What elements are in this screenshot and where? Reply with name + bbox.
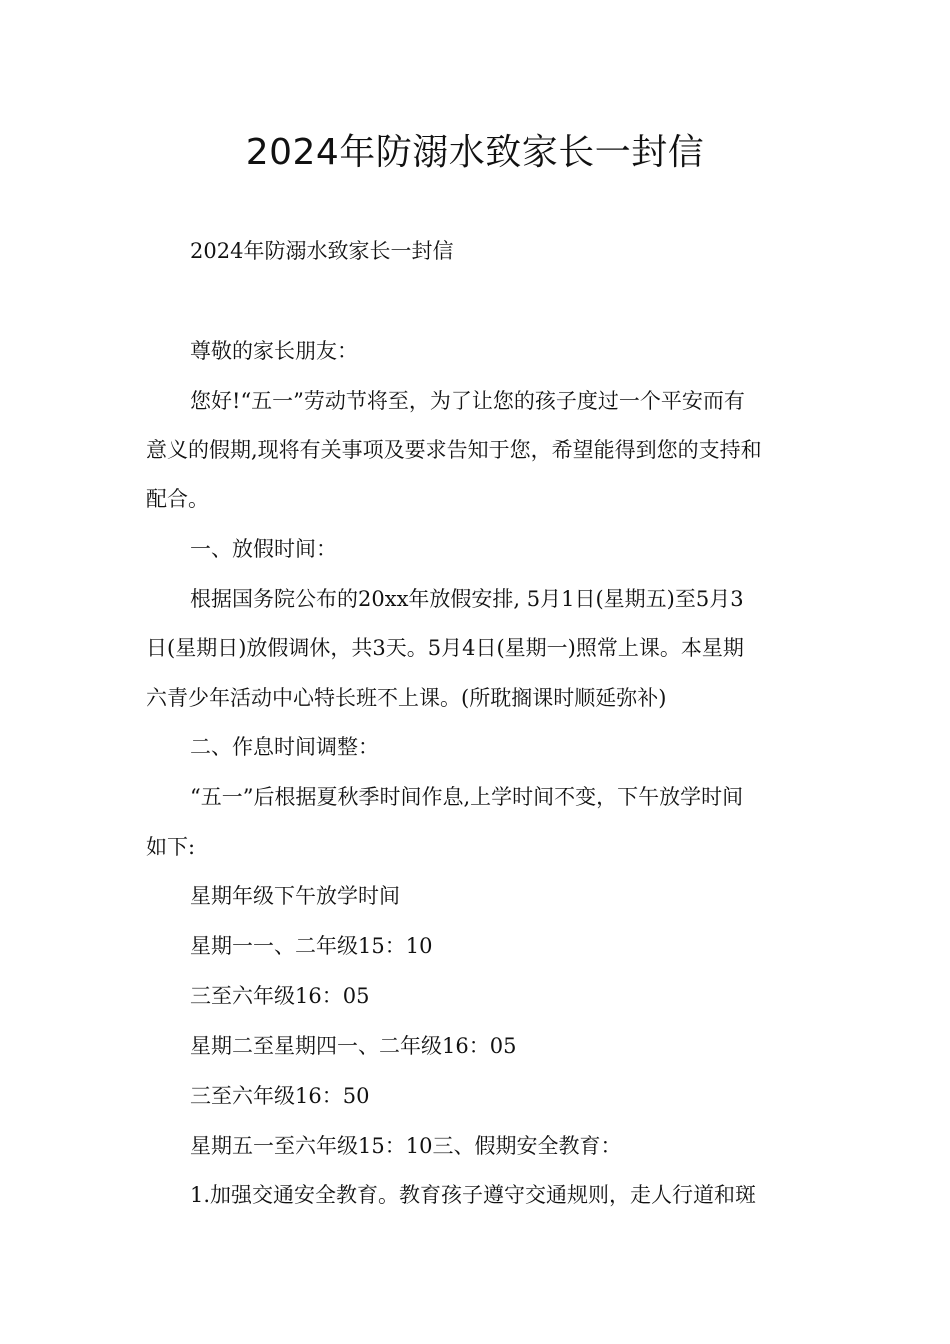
body-line: 六青少年活动中心特长班不上课。(所耽搁课时顺延弥补) [146, 686, 667, 710]
body-line: “五一”后根据夏秋季时间作息,上学时间不变，下午放学时间 [190, 785, 744, 809]
section-heading: 一、放假时间： [190, 537, 337, 561]
body-line: 1.加强交通安全教育。教育孩子遵守交通规则，走人行道和斑 [190, 1183, 757, 1207]
schedule-line: 三至六年级16：50 [190, 1084, 370, 1108]
schedule-line: 星期年级下午放学时间 [190, 884, 400, 908]
section-heading: 二、作息时间调整： [190, 735, 379, 759]
schedule-line: 星期五一至六年级15：10三、假期安全教育： [190, 1134, 622, 1158]
document-title: 2024年防溺水致家长一封信 [245, 132, 705, 173]
salutation-line: 尊敬的家长朋友： [190, 339, 358, 363]
schedule-line: 星期二至星期四一、二年级16：05 [190, 1034, 517, 1058]
schedule-line: 三至六年级16：05 [190, 984, 370, 1008]
body-line: 配合。 [146, 487, 209, 511]
body-line: 您好!“五一”劳动节将至，为了让您的孩子度过一个平安而有 [190, 389, 745, 413]
body-line: 意义的假期,现将有关事项及要求告知于您，希望能得到您的支持和 [146, 438, 762, 462]
body-line: 如下: [146, 835, 196, 859]
body-line: 日(星期日)放假调休，共3天。5月4日(星期一)照常上课。本星期 [146, 636, 744, 660]
subtitle-line: 2024年防溺水致家长一封信 [190, 239, 454, 263]
body-line: 根据国务院公布的20xx年放假安排, 5月1日(星期五)至5月3 [190, 587, 744, 611]
schedule-line: 星期一一、二年级15：10 [190, 934, 433, 958]
